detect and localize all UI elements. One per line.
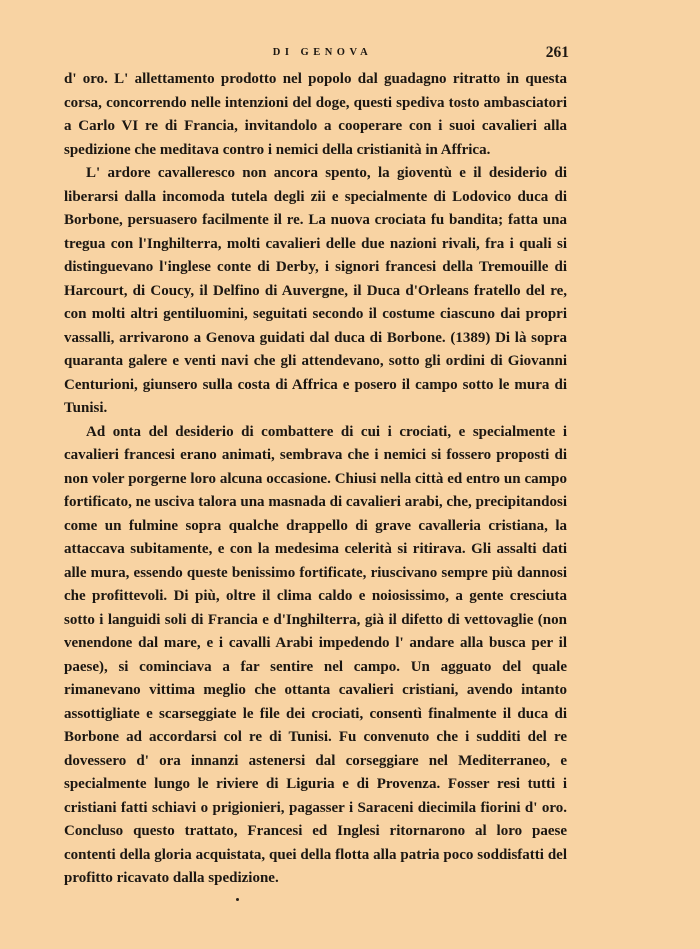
page-number: 261 (545, 44, 569, 61)
paragraph-continued: d' oro. L' allettamento prodotto nel popolo dal guadagno ritratto in questa corsa, concorrendo nelle intenzioni del doge, questi spediva tosto ambasciatori a Carlo VI re di Francia, invitandolo a cooperare con i suoi cavalieri alla spedizione che meditava contro i nemici della cristianità in Affrica. (64, 71, 567, 158)
paragraph: Ad onta del desiderio di combattere di cui i crociati, e specialmente i cavalieri francesi erano animati, sembrava che i nemici si fossero proposti di non voler porgerne loro alcuna occasione. Chiusi nella città ed entro un campo fortificato, ne usciva talora una masnada di cavalieri arabi, che, precipitandosi come un fulmine sopra qualche drappello di grave cavalleria cristiana, la attaccava subitamente, e con la medesima celerità si ritirava. Gli assalti dati alle mura, essendo queste benissimo fortificate, riuscivano sempre più dannosi che profittevoli. Di più, oltre il clima caldo e noiosissimo, a gente cresciuta sotto i languidi soli di Francia e d'Inghilterra, già il difetto di vettovaglie (non venendone dal mare, e i cavalli Arabi impedendo l' andare alla busca per il paese), si cominciava a far sentire nel campo. Un agguato del quale rimanevano vittima meglio che ottanta cavalieri cristiani, avendo intanto assottigliate e scarseggiate le file dei crociati, consentì finalmente il duca di Borbone ad accordarsi col re di Tunisi. Fu convenuto che i sudditi del re dovessero d' ora innanzi astenersi dal corseggiare nel Mediterraneo, e specialmente lungo le riviere di Liguria e di Provenza. Fosser resi tutti i cristiani fatti schiavi o prigionieri, pagasser i Saraceni diecimila fiorini d' oro. Concluso questo trattato, Francesi ed Inglesi ritornarono al loro paese contenti della gloria acquistata, quei della flotta alla patria poco soddisfatti del profitto ricavato dalla spedizione. (64, 423, 567, 886)
body-text (64, 68, 567, 891)
running-title: DI GENOVA (272, 47, 373, 58)
running-head (64, 42, 567, 68)
book-page (64, 42, 567, 891)
paragraph: L' ardore cavalleresco non ancora spento, la gioventù e il desiderio di liberarsi dalla incomoda tutela degli zii e specialmente di Lodovico duca di Borbone, persuasero facilmente il re. La nuova crociata fu bandita; fatta una tregua con l'Inghilterra, molti cavalieri delle due nazioni rivali, fra i quali si distinguevano l'inglese conte di Derby, i signori francesi della Tremouille di Harcourt, di Coucy, il Delfino di Auvergne, il Duca d'Orleans fratello del re, con molti altri gentiluomini, seguitati secondo il costume ciascuno dai propri vassalli, arrivarono a Genova guidati dal duca di Borbone. (1389) Di là sopra quaranta galere e venti navi che gli attendevano, sotto gli ordini di Giovanni Centurioni, giunsero sulla costa di Affrica e posero il campo sotto le mura di Tunisi. (64, 165, 567, 416)
printer-dot-mark (236, 898, 239, 901)
